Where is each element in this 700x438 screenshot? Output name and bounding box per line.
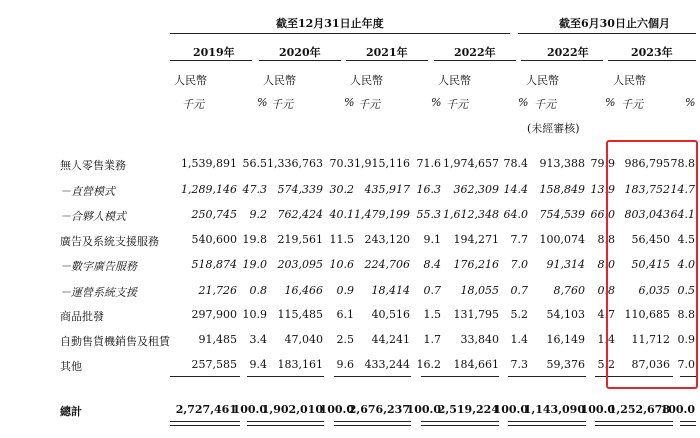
percent-label: % [431, 96, 442, 109]
year-2022-h1: 2022年 [547, 46, 589, 59]
table-cell: 183,161 [277, 358, 323, 371]
total-cell: 2,676,237 [348, 403, 410, 416]
row-label: 廣告及系統支援服務 [60, 235, 159, 248]
table-cell: 1,612,348 [443, 208, 499, 221]
table-cell: 986,795 [624, 157, 670, 170]
divider-line [170, 376, 240, 377]
table-cell: 7.0 [677, 358, 695, 371]
table-cell: 16,466 [284, 284, 323, 297]
unit-label: 千元 [182, 98, 204, 111]
table-cell: 10.9 [242, 308, 267, 321]
table-cell: 64.0 [503, 208, 528, 221]
table-cell: 0.8 [249, 284, 267, 297]
total-cell: 1,902,010 [261, 403, 323, 416]
double-underline [346, 421, 411, 422]
currency-label: 人民幣 [613, 74, 646, 87]
row-label: －直營模式 [60, 185, 115, 198]
table-cell: 131,795 [453, 308, 499, 321]
header-divider-1 [170, 33, 510, 34]
table-cell: 0.5 [677, 284, 695, 297]
unaudited-note: (未經審核) [527, 122, 580, 135]
table-cell: 754,539 [539, 208, 585, 221]
table-cell: 4.5 [677, 233, 695, 246]
table-cell: 8.0 [597, 258, 615, 271]
table-cell: 4.7 [597, 308, 615, 321]
double-underline [170, 425, 240, 426]
table-cell: 0.7 [510, 284, 528, 297]
double-underline [608, 421, 673, 422]
total-cell: 100.0 [232, 403, 267, 416]
table-cell: 762,424 [277, 208, 323, 221]
unit-label: 千元 [358, 98, 380, 111]
percent-label: % [518, 96, 529, 109]
table-cell: 47.3 [242, 183, 267, 196]
table-cell: 257,585 [191, 358, 237, 371]
table-cell: 297,900 [191, 308, 237, 321]
table-cell: 5.2 [597, 358, 615, 371]
total-cell: 100.0 [493, 403, 528, 416]
table-cell: 1.4 [510, 333, 528, 346]
table-cell: 1,915,116 [354, 157, 410, 170]
table-cell: 433,244 [364, 358, 410, 371]
table-cell: 1,336,763 [267, 157, 323, 170]
total-label: 總計 [60, 405, 82, 418]
total-cell: 2,727,461 [175, 403, 237, 416]
row-label: －運營系統支援 [60, 286, 137, 299]
table-cell: 91,314 [546, 258, 585, 271]
divider-line [521, 376, 586, 377]
table-cell: 0.7 [423, 284, 441, 297]
row-label: 無人零售業務 [60, 159, 126, 172]
table-cell: 11.5 [329, 233, 354, 246]
year-2019: 2019年 [193, 46, 235, 59]
percent-label: % [257, 96, 268, 109]
currency-label: 人民幣 [438, 74, 471, 87]
divider-line [346, 376, 411, 377]
table-cell: 250,745 [191, 208, 237, 221]
table-cell: 66.0 [590, 208, 615, 221]
total-cell: 100.0 [406, 403, 441, 416]
unit-label: 千元 [271, 98, 293, 111]
table-cell: 40.1 [329, 208, 354, 221]
table-cell: 55.3 [416, 208, 441, 221]
total-cell: 1,252,678 [608, 403, 670, 416]
table-cell: 0.9 [336, 284, 354, 297]
header-six-months: 截至6月30日止六個月 [559, 17, 670, 30]
table-cell: 8.8 [677, 308, 695, 321]
year-2023-h1: 2023年 [631, 46, 673, 59]
double-underline [346, 425, 411, 426]
table-cell: 9.2 [249, 208, 267, 221]
table-cell: 1,289,146 [181, 183, 237, 196]
table-cell: 11,712 [631, 333, 670, 346]
double-underline [680, 421, 696, 422]
table-cell: 16.2 [416, 358, 441, 371]
table-cell: 71.6 [416, 157, 441, 170]
year-2022: 2022年 [454, 46, 496, 59]
double-underline [259, 421, 324, 422]
table-cell: 3.4 [249, 333, 267, 346]
row-label: 商品批發 [60, 310, 104, 323]
table-cell: 6.1 [336, 308, 354, 321]
total-cell: 100.0 [580, 403, 615, 416]
table-cell: 19.8 [242, 233, 267, 246]
table-cell: 10.6 [329, 258, 354, 271]
table-cell: 8,760 [553, 284, 585, 297]
table-cell: 8.4 [423, 258, 441, 271]
table-cell: 54,103 [546, 308, 585, 321]
total-cell: 100.0 [319, 403, 354, 416]
double-underline [170, 421, 240, 422]
table-cell: 100,074 [539, 233, 585, 246]
table-cell: 13.9 [590, 183, 615, 196]
table-cell: 243,120 [364, 233, 410, 246]
table-cell: 183,752 [624, 183, 670, 196]
double-underline [521, 421, 586, 422]
table-cell: 78.4 [503, 157, 528, 170]
table-cell: 18,414 [371, 284, 410, 297]
percent-label: % [605, 96, 616, 109]
divider-line [434, 376, 499, 377]
table-cell: 44,241 [371, 333, 410, 346]
table-cell: 9.4 [249, 358, 267, 371]
table-cell: 40,516 [371, 308, 410, 321]
table-cell: 21,726 [198, 284, 237, 297]
table-cell: 9.6 [336, 358, 354, 371]
currency-label: 人民幣 [350, 74, 383, 87]
table-cell: 1,974,657 [443, 157, 499, 170]
table-cell: 184,661 [453, 358, 499, 371]
table-cell: 362,309 [453, 183, 499, 196]
unit-label: 千元 [621, 98, 643, 111]
table-cell: 64.1 [670, 208, 695, 221]
table-cell: 194,271 [453, 233, 499, 246]
currency-label: 人民幣 [526, 74, 559, 87]
year-2020: 2020年 [279, 46, 321, 59]
table-cell: 803,043 [624, 208, 670, 221]
table-cell: 7.0 [510, 258, 528, 271]
percent-label: % [344, 96, 355, 109]
highlight-box [606, 140, 698, 389]
total-cell: 2,519,224 [437, 403, 499, 416]
table-cell: 1,539,891 [181, 157, 237, 170]
table-cell: 87,036 [631, 358, 670, 371]
table-cell: 2.5 [336, 333, 354, 346]
table-cell: 6,035 [638, 284, 670, 297]
table-cell: 56,450 [631, 233, 670, 246]
table-cell: 30.2 [329, 183, 354, 196]
double-underline [608, 425, 673, 426]
row-label: 自動售貨機銷售及租賃 [60, 335, 170, 348]
double-underline [680, 425, 696, 426]
row-label: －數字廣告服務 [60, 260, 137, 273]
header-divider-2 [518, 33, 696, 34]
divider-line [259, 376, 324, 377]
table-cell: 16.3 [416, 183, 441, 196]
table-cell: 913,388 [539, 157, 585, 170]
table-cell: 115,485 [277, 308, 323, 321]
table-cell: 518,874 [191, 258, 237, 271]
table-cell: 1.7 [423, 333, 441, 346]
table-cell: 19.0 [242, 258, 267, 271]
table-cell: 435,917 [364, 183, 410, 196]
table-cell: 176,216 [453, 258, 499, 271]
percent-label: % [685, 96, 696, 109]
unit-label: 千元 [446, 98, 468, 111]
table-cell: 9.1 [423, 233, 441, 246]
table-cell: 7.3 [510, 358, 528, 371]
table-cell: 33,840 [460, 333, 499, 346]
table-cell: 91,485 [198, 333, 237, 346]
table-cell: 1,479,199 [354, 208, 410, 221]
row-label: 其他 [60, 360, 82, 373]
table-cell: 158,849 [539, 183, 585, 196]
table-cell: 79.9 [590, 157, 615, 170]
table-cell: 0.9 [677, 333, 695, 346]
table-cell: 5.2 [510, 308, 528, 321]
table-cell: 14.7 [670, 183, 695, 196]
table-cell: 8.8 [597, 233, 615, 246]
total-cell: 100.0 [660, 403, 695, 416]
header-year-ended: 截至12月31日止年度 [276, 17, 384, 30]
double-underline [434, 421, 499, 422]
table-cell: 4.0 [677, 258, 695, 271]
table-cell: 540,600 [191, 233, 237, 246]
table-cell: 18,055 [460, 284, 499, 297]
table-cell: 47,040 [284, 333, 323, 346]
currency-label: 人民幣 [174, 74, 207, 87]
table-cell: 70.3 [329, 157, 354, 170]
table-cell: 78.8 [670, 157, 695, 170]
table-cell: 56.5 [242, 157, 267, 170]
table-cell: 203,095 [277, 258, 323, 271]
double-underline [259, 425, 324, 426]
double-underline [434, 425, 499, 426]
row-label: －合夥人模式 [60, 210, 126, 223]
total-cell: 1,143,090 [523, 403, 585, 416]
table-cell: 59,376 [546, 358, 585, 371]
table-cell: 219,561 [277, 233, 323, 246]
table-cell: 110,685 [624, 308, 670, 321]
table-cell: 1.5 [423, 308, 441, 321]
table-cell: 7.7 [510, 233, 528, 246]
currency-label: 人民幣 [263, 74, 296, 87]
year-2021: 2021年 [366, 46, 408, 59]
unit-label: 千元 [534, 98, 556, 111]
table-cell: 16,149 [546, 333, 585, 346]
table-cell: 14.4 [503, 183, 528, 196]
double-underline [521, 425, 586, 426]
table-cell: 574,339 [277, 183, 323, 196]
table-cell: 1.4 [597, 333, 615, 346]
table-cell: 0.8 [597, 284, 615, 297]
table-cell: 224,706 [364, 258, 410, 271]
table-cell: 50,415 [631, 258, 670, 271]
